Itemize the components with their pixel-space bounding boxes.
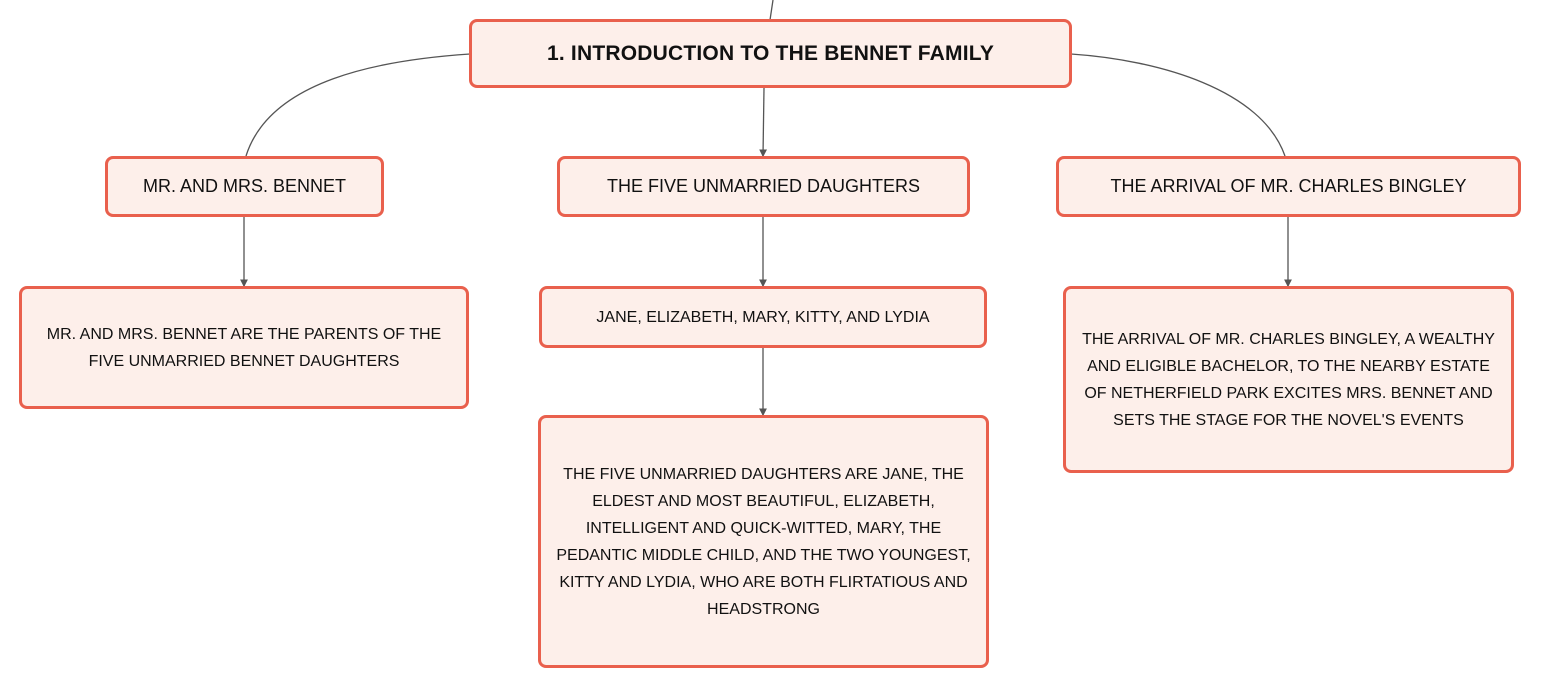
connector-root-to-parents — [246, 54, 470, 156]
root-topic-label: 1. INTRODUCTION TO THE BENNET FAMILY — [546, 41, 995, 65]
root-topic-node[interactable] — [469, 19, 1072, 88]
connector-from-parent — [770, 0, 773, 20]
connector-root-to-daughters — [763, 88, 764, 156]
subtopic-node-daughters-detail[interactable] — [538, 415, 989, 668]
topic-label: THE ARRIVAL OF MR. CHARLES BINGLEY — [1110, 176, 1467, 196]
subtopic-node-daughter-names[interactable] — [539, 286, 987, 348]
subtopic-label: THE ARRIVAL OF MR. CHARLES BINGLEY, A WEALTHY AND ELIGIBLE BACHELOR, TO THE NEARBY ESTATE OF NETHERFIELD PARK EXCITES MRS. BENNET AND SETS THE STAGE FOR THE NOVEL'S EVENTS — [1082, 330, 1495, 429]
subtopic-node-bennet-parents-detail[interactable] — [19, 286, 469, 409]
subtopic-label: JANE, ELIZABETH, MARY, KITTY, AND LYDIA — [596, 308, 930, 326]
subtopic-node-bingley-detail[interactable] — [1063, 286, 1514, 473]
topic-node-arrival-of-bingley[interactable] — [1056, 156, 1521, 217]
topic-label: MR. AND MRS. BENNET — [142, 176, 347, 196]
connector-root-to-bingley — [1071, 54, 1285, 156]
subtopic-label: THE FIVE UNMARRIED DAUGHTERS ARE JANE, THE ELDEST AND MOST BEAUTIFUL, ELIZABETH, INTELLIGENT AND QUICK-WITTED, MARY, THE PEDANTIC MIDDLE CHILD, AND THE TWO YOUNGEST, KITTY AND LYDIA, WHO ARE BOTH FLIRTATIOUS AND HEADSTRONG — [556, 465, 971, 618]
subtopic-label: MR. AND MRS. BENNET ARE THE PARENTS OF THE FIVE UNMARRIED BENNET DAUGHTERS — [46, 325, 442, 370]
topic-node-five-unmarried-daughters[interactable] — [557, 156, 970, 217]
topic-node-mr-and-mrs-bennet[interactable] — [105, 156, 384, 217]
topic-label: THE FIVE UNMARRIED DAUGHTERS — [606, 176, 921, 196]
